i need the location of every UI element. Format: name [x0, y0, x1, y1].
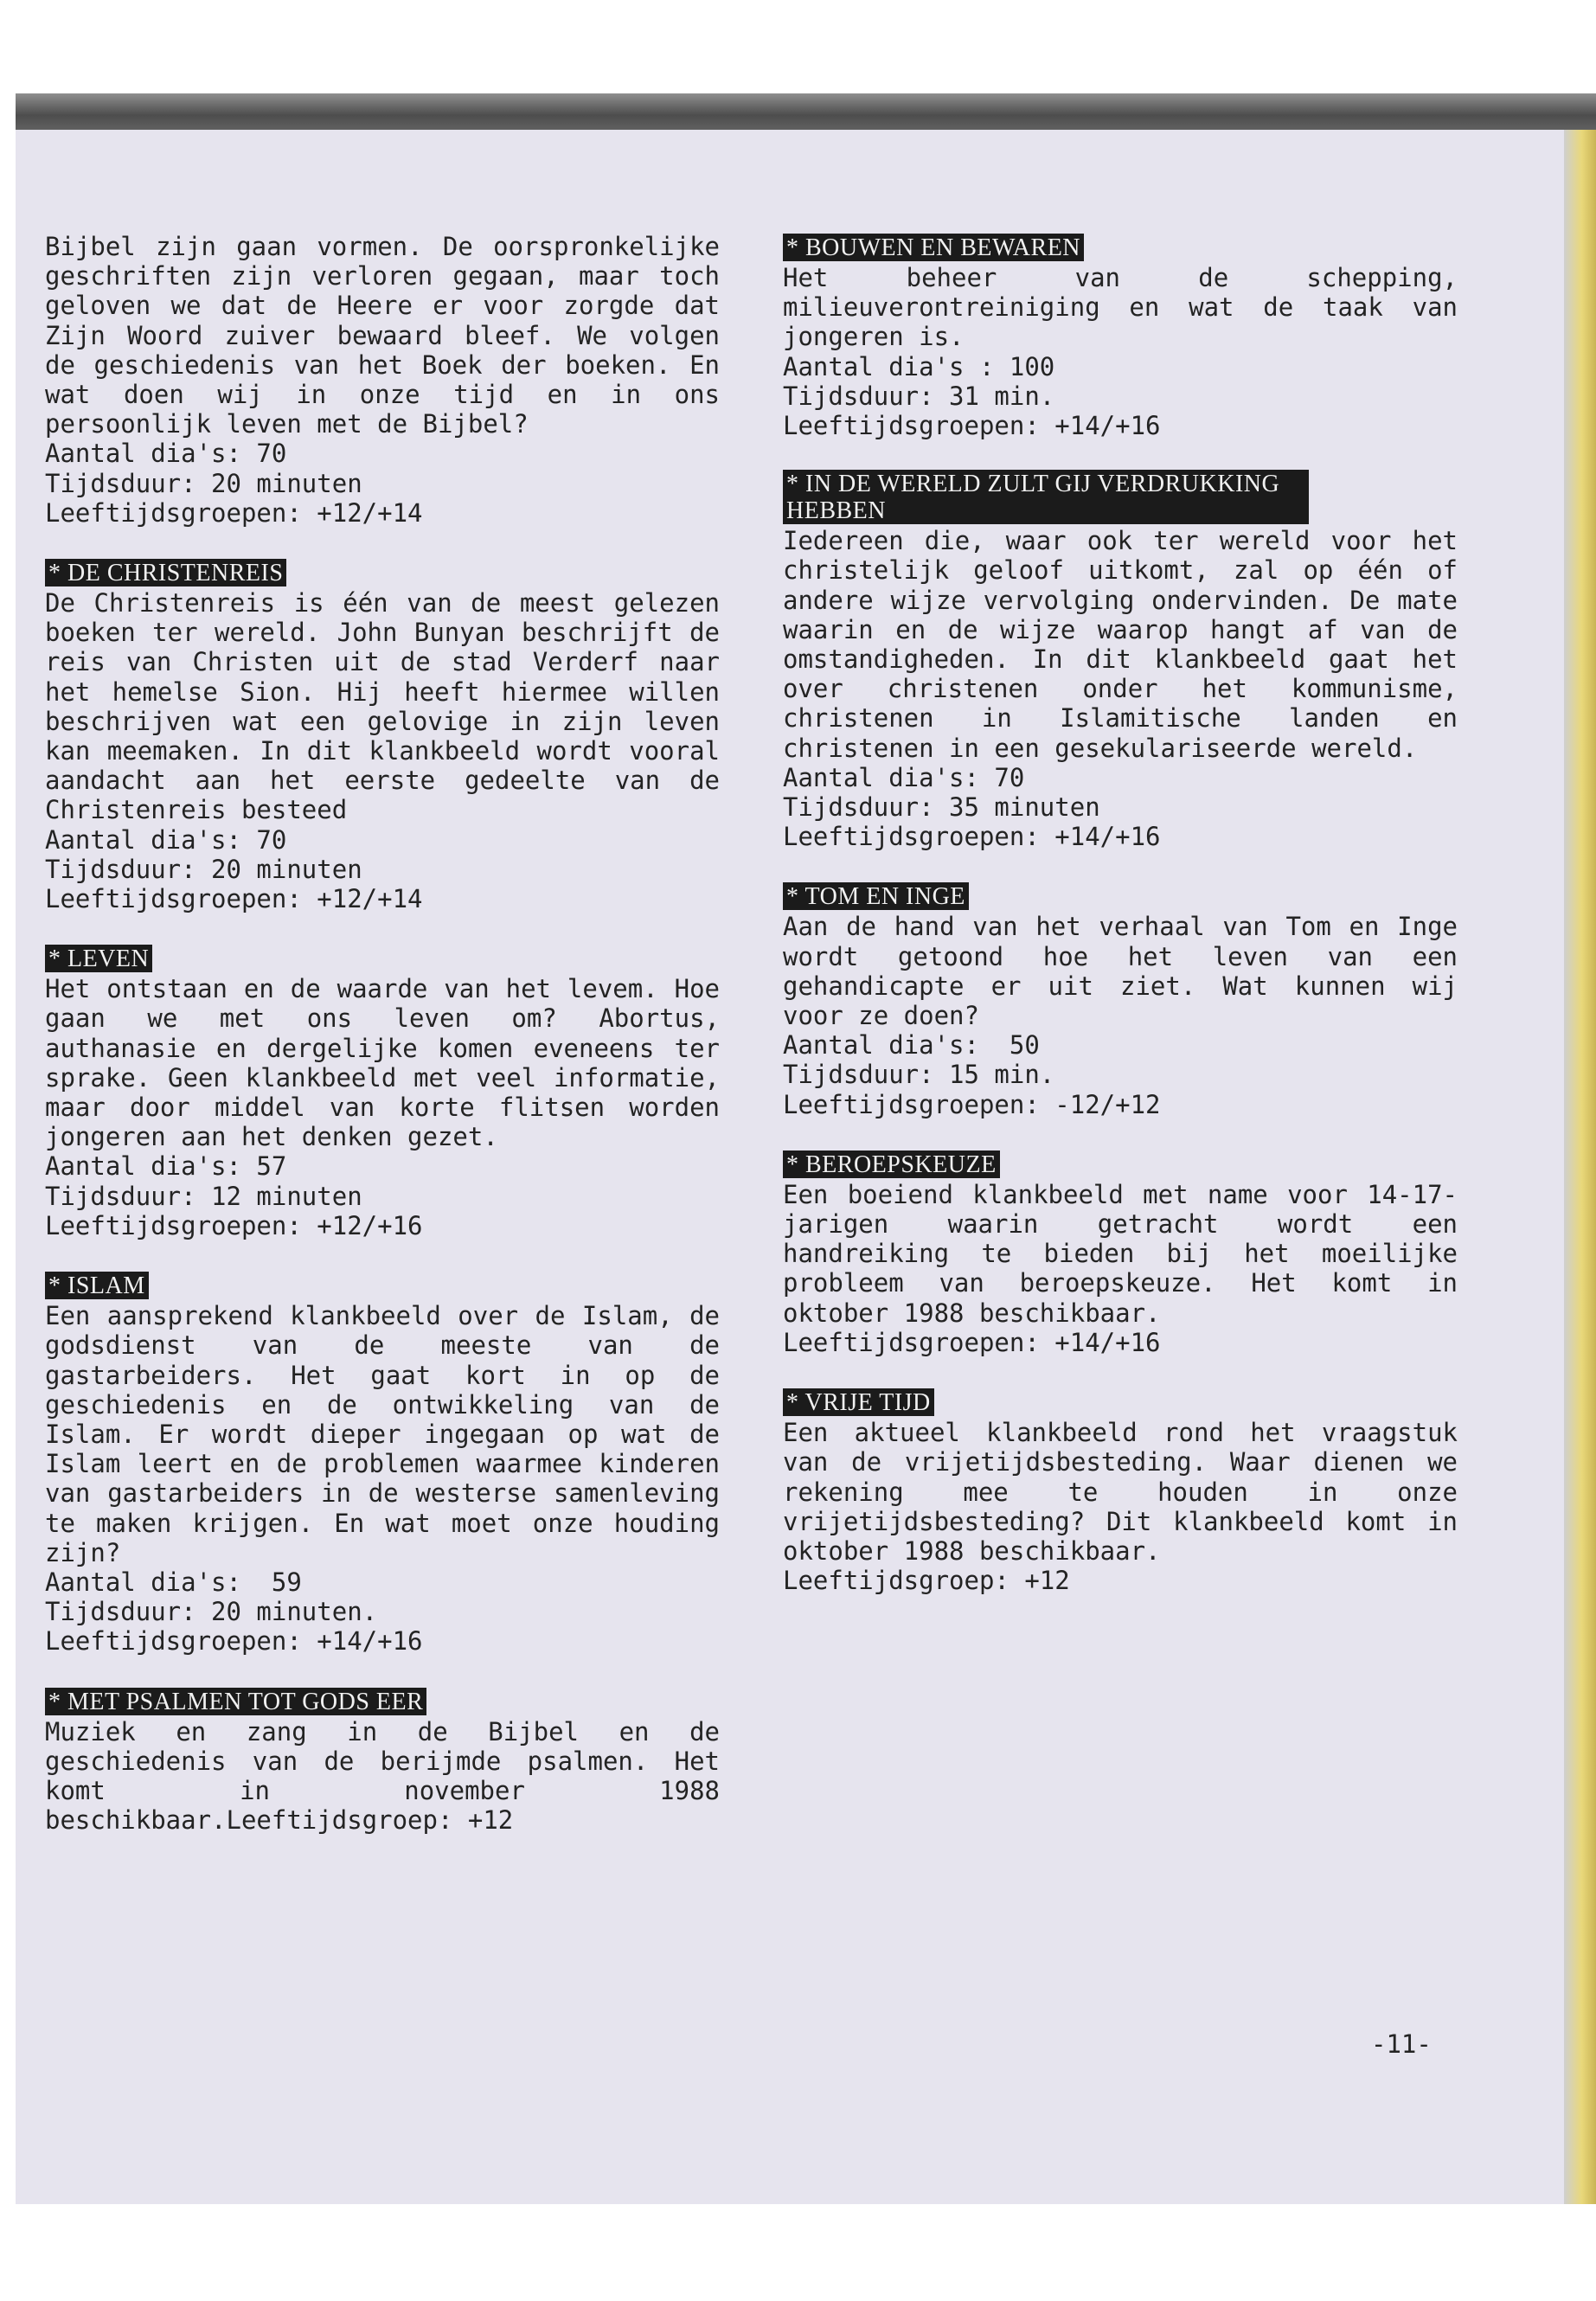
islam-duur: Tijdsduur: 20 minuten.: [45, 1597, 378, 1627]
psalmen-heading: * MET PSALMEN TOT GODS EER: [45, 1688, 426, 1715]
bouwen-dias: Aantal dia's : 100: [783, 351, 1055, 381]
verdrukking-groep: Leeftijdsgroepen: +14/+16: [783, 822, 1161, 852]
islam-text: Een aansprekend klankbeeld over de Islam, de godsdienst van de meeste van de gastarbeiders. Het gaat kort in op de geschiedenis en de ontwikkeling van de Islam. Er wordt dieper ingegaan op wat de Islam leert en de problemen waarmee kinderen van gastarbeiders in de westerse samenleving te maken krijgen. En wat moet onze houding zijn?: [45, 1301, 720, 1567]
islam-heading: * ISLAM: [45, 1272, 149, 1299]
tominge-duur: Tijdsduur: 15 min.: [783, 1060, 1055, 1090]
intro-groep: Leeftijdsgroepen: +12/+14: [45, 497, 423, 528]
vrijetijd-groep: Leeftijdsgroep: +12: [783, 1566, 1070, 1596]
verdrukking-text: Iedereen die, waar ook ter wereld voor het christelijk geloof uitkomt, zal op één of andere wijze vervolging ondervinden. De mate waarin en de wijze waarop hangt af van de omstandigheden. In dit klankbeeld gaat het over christenen onder het kommunisme, christenen in Islamitische landen en christenen in een gesekulariseerde wereld.: [783, 526, 1458, 763]
islam-groep: Leeftijdsgroepen: +14/+16: [45, 1626, 423, 1657]
tominge-heading: * TOM EN INGE: [783, 882, 969, 910]
section-leven: [45, 943, 720, 1240]
left-column: [45, 232, 720, 1864]
islam-dias: Aantal dia's: 59: [45, 1567, 302, 1597]
vrijetijd-heading: * VRIJE TIJD: [783, 1388, 934, 1416]
verdrukking-duur: Tijdsduur: 35 minuten: [783, 792, 1100, 823]
intro-dias: Aantal dia's: 70: [45, 439, 287, 469]
tominge-groep: Leeftijdsgroepen: -12/+12: [783, 1089, 1161, 1119]
page-number: -11-: [1371, 2029, 1432, 2059]
scan-bottom-margin: [0, 2204, 1596, 2301]
intro-duur: Tijdsduur: 20 minuten: [45, 468, 362, 498]
verdrukking-dias: Aantal dia's: 70: [783, 762, 1025, 792]
section-verdrukking: [783, 470, 1458, 851]
bouwen-text: Het beheer van de schepping, milieuverontreiniging en wat de taak van jongeren is.: [783, 263, 1458, 352]
christenreis-dias: Aantal dia's: 70: [45, 824, 287, 855]
section-bouwen: [783, 232, 1458, 440]
beroepskeuze-heading: * BEROEPSKEUZE: [783, 1150, 1000, 1178]
section-vrijetijd: [783, 1387, 1458, 1595]
leven-text: Het ontstaan en de waarde van het levem. Hoe gaan we met ons leven om? Abortus, authanasie en dergelijke komen eveneens ter sprake. Geen klankbeeld met veel informatie, maar door middel van korte flitsen worden jongeren aan het denken gezet.: [45, 974, 720, 1152]
section-psalmen: [45, 1686, 720, 1836]
tominge-text: Aan de hand van het verhaal van Tom en Inge wordt getoond hoe het leven van een gehandicapte er uit ziet. Wat kunnen wij voor ze doen?: [783, 912, 1458, 1031]
leven-groep: Leeftijdsgroepen: +12/+16: [45, 1210, 423, 1240]
vrijetijd-text: Een aktueel klankbeeld rond het vraagstuk van de vrijetijdsbesteding. Waar dienen we rekening mee te houden in onze vrijetijdsbesteding? Dit klankbeeld komt in oktober 1988 beschikbaar.: [783, 1418, 1458, 1566]
section-christenreis: [45, 557, 720, 913]
section-islam: [45, 1270, 720, 1656]
christenreis-heading: * DE CHRISTENREIS: [45, 559, 286, 586]
section-intro: [45, 232, 720, 528]
leven-dias: Aantal dia's: 57: [45, 1151, 287, 1182]
binder-spine: [1564, 130, 1596, 2204]
intro-text: Bijbel zijn gaan vormen. De oorspronkelijke geschriften zijn verloren gegaan, maar toch geloven we dat de Heere er voor zorgde dat Zijn Woord zuiver bewaard bleef. We volgen de geschiedenis van het Boek der boeken. En wat doen wij in onze tijd en in ons persoonlijk leven met de Bijbel?: [45, 232, 720, 439]
leven-heading: * LEVEN: [45, 945, 152, 972]
bouwen-heading: * BOUWEN EN BEWAREN: [783, 234, 1084, 261]
section-tominge: [783, 881, 1458, 1118]
beroepskeuze-text: Een boeiend klankbeeld met name voor 14-17-jarigen waarin getracht wordt een handreiking te bieden bij het moeilijke probleem van beroepskeuze. Het komt in oktober 1988 beschikbaar.: [783, 1179, 1458, 1328]
section-beroepskeuze: [783, 1149, 1458, 1357]
christenreis-duur: Tijdsduur: 20 minuten: [45, 854, 362, 884]
christenreis-groep: Leeftijdsgroepen: +12/+14: [45, 884, 423, 914]
psalmen-text: Muziek en zang in de Bijbel en de geschiedenis van de berijmde psalmen. Het komt in november 1988 beschikbaar.Leeftijdsgroep: +12: [45, 1716, 720, 1836]
right-column: [783, 232, 1458, 1625]
beroepskeuze-groep: Leeftijdsgroepen: +14/+16: [783, 1327, 1161, 1357]
verdrukking-heading: * IN DE WERELD ZULT GIJ VERDRUKKING HEBBEN: [783, 470, 1309, 524]
bouwen-groep: Leeftijdsgroepen: +14/+16: [783, 411, 1161, 441]
bouwen-duur: Tijdsduur: 31 min.: [783, 381, 1055, 411]
christenreis-text: De Christenreis is één van de meest gelezen boeken ter wereld. John Bunyan beschrijft de reis van Christen uit de stad Verderf naar het hemelse Sion. Hij heeft hiermee willen beschrijven wat een gelovige in zijn leven kan meemaken. In dit klankbeeld wordt vooral aandacht aan het eerste gedeelte van de Christenreis besteed: [45, 588, 720, 825]
tominge-dias: Aantal dia's: 50: [783, 1030, 1040, 1061]
leven-duur: Tijdsduur: 12 minuten: [45, 1181, 362, 1211]
